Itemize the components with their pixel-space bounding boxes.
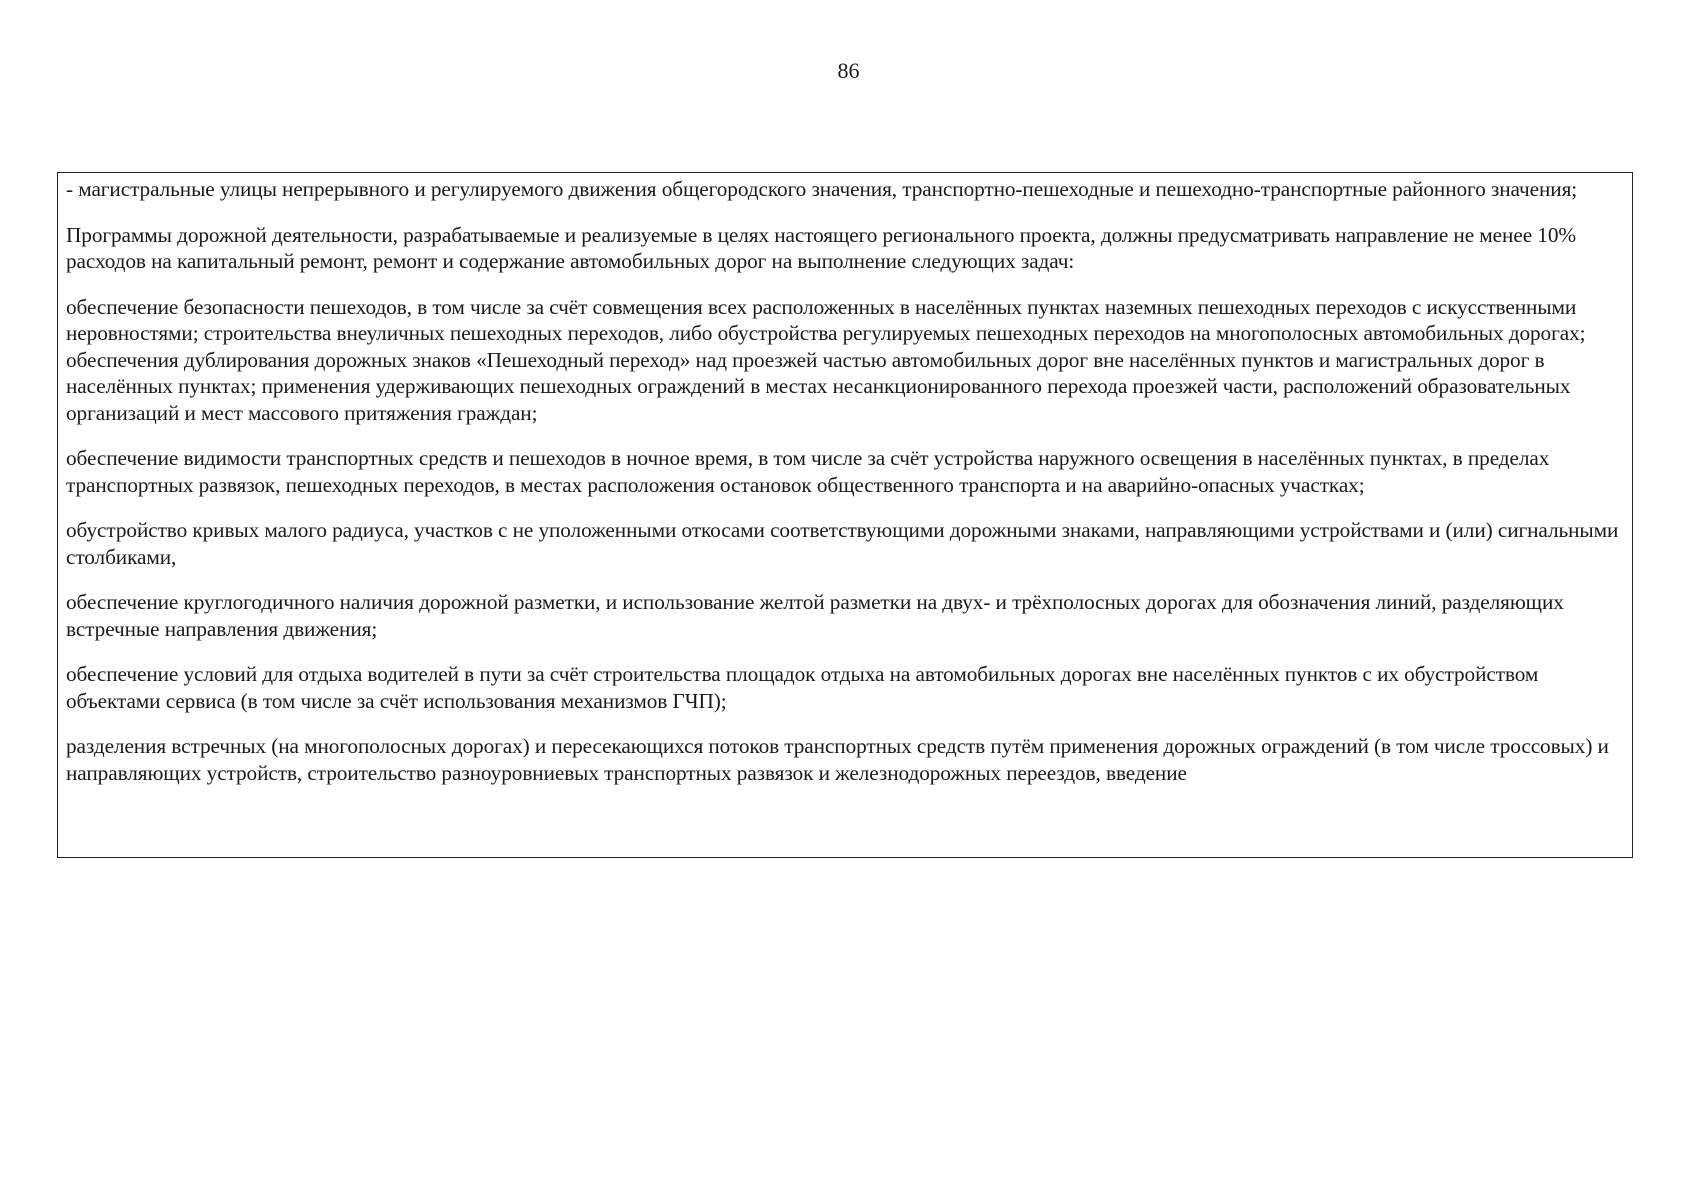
paragraph-driver-rest: обеспечение условий для отдыха водителей в пути за счёт строительства площадок отдыха на автомобильных дорогах вне населённых пунктов с их обустройством объектами сервиса (в том числе за счёт использования механизмов ГЧП); [66,662,1539,713]
paragraph-road-marking: обеспечение круглогодичного наличия дорожной разметки, и использование желтой разметки на двух- и трёхполосных дорогах для обозначения линий, разделяющих встречные направления движения; [66,590,1564,641]
paragraph-night-visibility: обеспечение видимости транспортных средств и пешеходов в ночное время, в том числе за счёт устройства наружного освещения в населённых пунктах, в пределах транспортных развязок, пешеходных переходов, в местах расположения остановок общественного транспорта и на аварийно-опасных участках; [66,446,1550,497]
paragraph-traffic-separation: разделения встречных (на многополосных дорогах) и пересекающихся потоков транспортных средств путём применения дорожных ограждений (в том числе троссовых) и направляющих устройств, строительство разноуровниевых транспортных развязок и железнодорожных переездов, введение [66,734,1609,785]
content-box [57,172,1633,858]
paragraph-small-radius-curves: обустройство кривых малого радиуса, участков с не уположенными откосами соответствующими дорожными знаками, направляющими устройствами и (или) сигнальными столбиками, [66,518,1619,569]
page-number: 86 [837,58,860,83]
paragraph-road-programs: Программы дорожной деятельности, разрабатываемые и реализуемые в целях настоящего регионального проекта, должны предусматривать направление не менее 10% расходов на капитальный ремонт, ремонт и содержание автомобильных дорог на выполнение следующих задач: [66,222,1577,273]
paragraph-pedestrian-safety: обеспечение безопасности пешеходов, в том числе за счёт совмещения всех расположенных в населённых пунктах наземных пешеходных переходов с искусственными неровностями; строительства внеуличных пешеходных переходов, либо обустройства регулируемых пешеходных переходов на многополосных автомобильных дорогах; обеспечения дублирования дорожных знаков «Пешеходный переход» над проезжей частью автомобильных дорог вне населённых пунктов и магистральных дорог в населённых пунктах; применения удерживающих пешеходных ограждений в местах несанкционированного перехода проезжей части, расположений образовательных организаций и мест массового притяжения граждан; [66,294,1586,425]
paragraph-main-streets: - магистральные улицы непрерывного и регулируемого движения общегородского значения, транспортно-пешеходные и пешеходно-транспортные районного значения; [66,177,1578,201]
